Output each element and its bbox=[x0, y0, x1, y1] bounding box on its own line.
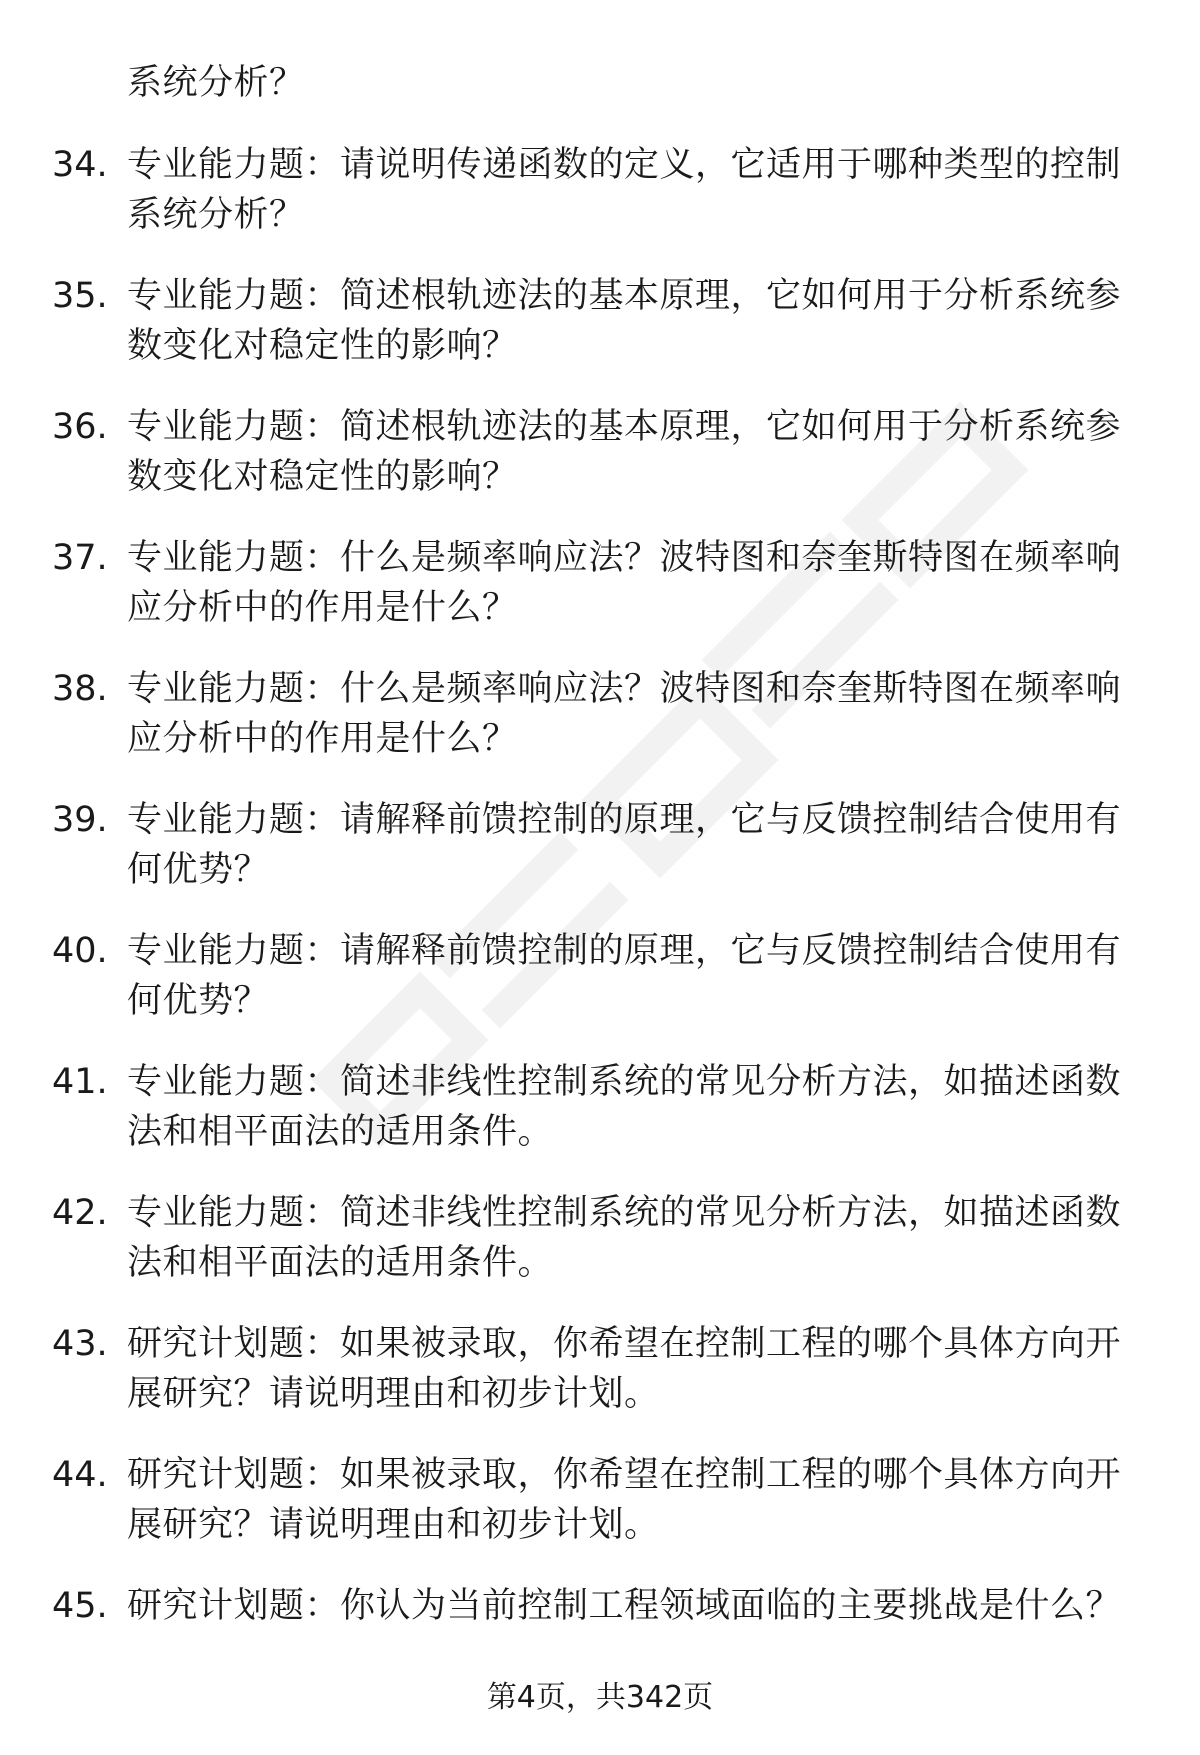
question-item bbox=[0, 1188, 1200, 1319]
question-text: 专业能力题：请解释前馈控制的原理，它与反馈控制结合使用有何优势？ bbox=[127, 800, 1122, 890]
question-item bbox=[0, 271, 1200, 402]
page-footer: 第4页，共342页 bbox=[486, 1680, 714, 1715]
question-number: 45. bbox=[52, 1586, 108, 1626]
question-item bbox=[0, 1057, 1200, 1188]
question-item bbox=[0, 1450, 1200, 1581]
question-item bbox=[0, 140, 1200, 271]
question-number: 40. bbox=[52, 931, 108, 971]
question-number: 42. bbox=[52, 1193, 108, 1233]
question-item bbox=[0, 1319, 1200, 1450]
question-text: 专业能力题：什么是频率响应法？波特图和奈奎斯特图在频率响应分析中的作用是什么？ bbox=[127, 538, 1122, 628]
question-text: 专业能力题：简述非线性控制系统的常见分析方法，如描述函数法和相平面法的适用条件。 bbox=[127, 1193, 1122, 1283]
question-number: 35. bbox=[52, 276, 108, 316]
question-item bbox=[0, 402, 1200, 533]
question-text: 专业能力题：什么是频率响应法？波特图和奈奎斯特图在频率响应分析中的作用是什么？ bbox=[127, 669, 1122, 759]
question-item bbox=[0, 664, 1200, 795]
question-number: 38. bbox=[52, 669, 108, 709]
question-number: 34. bbox=[52, 145, 108, 185]
question-number: 43. bbox=[52, 1324, 108, 1364]
question-text: 研究计划题：如果被录取，你希望在控制工程的哪个具体方向开展研究？请说明理由和初步计划。 bbox=[127, 1455, 1122, 1545]
question-text: 专业能力题：简述根轨迹法的基本原理，它如何用于分析系统参数变化对稳定性的影响？ bbox=[127, 276, 1122, 366]
question-number: 37. bbox=[52, 538, 108, 578]
question-text: 专业能力题：简述根轨迹法的基本原理，它如何用于分析系统参数变化对稳定性的影响？ bbox=[127, 407, 1122, 497]
question-item bbox=[0, 926, 1200, 1057]
question-number: 44. bbox=[52, 1455, 108, 1495]
question-item bbox=[0, 533, 1200, 664]
question-number: 39. bbox=[52, 800, 108, 840]
question-text: 专业能力题：简述非线性控制系统的常见分析方法，如描述函数法和相平面法的适用条件。 bbox=[127, 1062, 1122, 1152]
question-text: 专业能力题：请说明传递函数的定义，它适用于哪种类型的控制系统分析？ bbox=[127, 145, 1122, 235]
question-number: 41. bbox=[52, 1062, 108, 1102]
question-text: 研究计划题：你认为当前控制工程领域面临的主要挑战是什么？ bbox=[127, 1586, 1122, 1626]
question-text: 研究计划题：如果被录取，你希望在控制工程的哪个具体方向开展研究？请说明理由和初步计划。 bbox=[127, 1324, 1122, 1414]
question-text: 专业能力题：请解释前馈控制的原理，它与反馈控制结合使用有何优势？ bbox=[127, 931, 1122, 1021]
continued-question-text: 系统分析？ bbox=[127, 63, 305, 103]
question-list bbox=[0, 140, 1200, 1712]
question-number: 36. bbox=[52, 407, 108, 447]
question-item bbox=[0, 795, 1200, 926]
